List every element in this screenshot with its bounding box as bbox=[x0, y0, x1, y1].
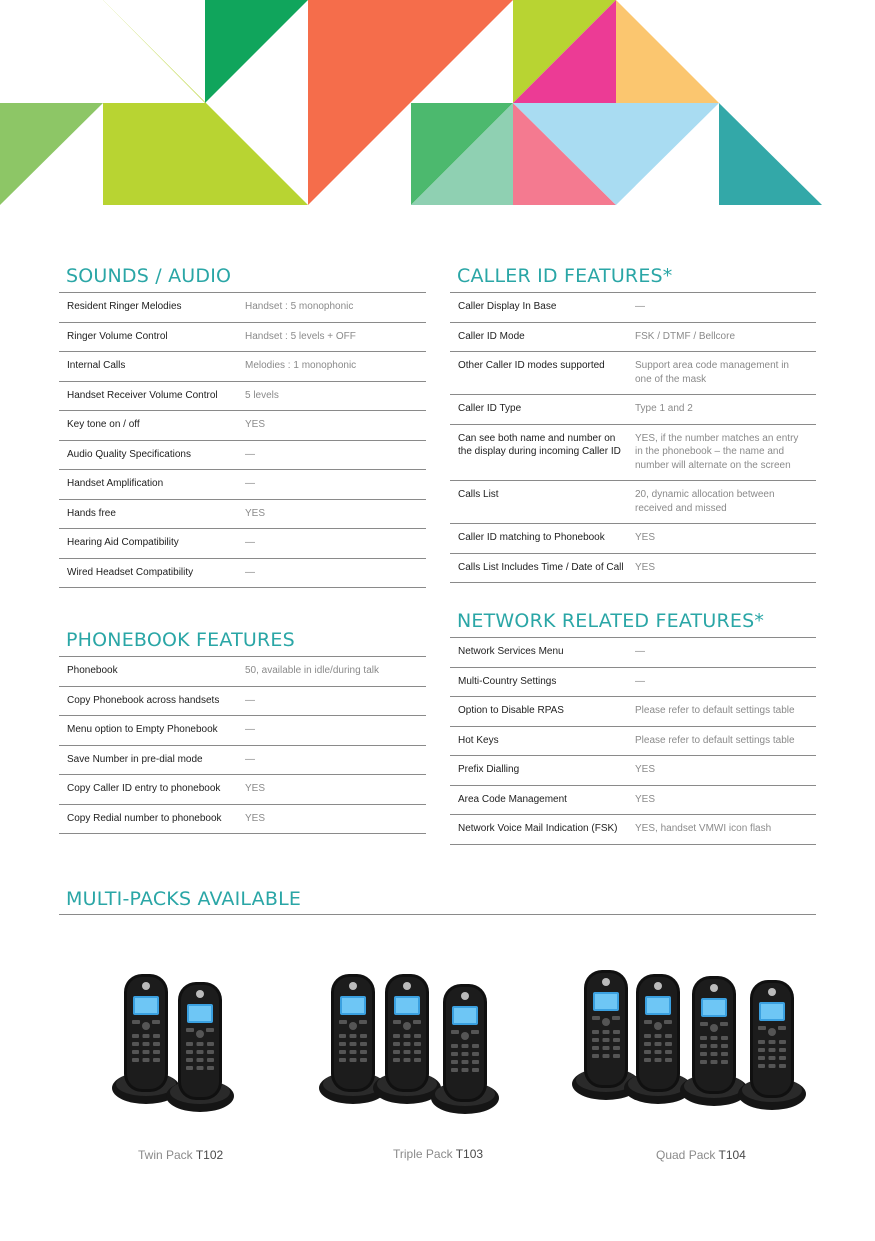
spec-row bbox=[59, 352, 426, 382]
spec-label: Can see both name and number on the display during incoming Caller ID bbox=[450, 424, 633, 481]
spec-row bbox=[59, 775, 426, 805]
spec-value: YES bbox=[633, 553, 816, 583]
spec-label: Audio Quality Specifications bbox=[59, 440, 243, 470]
spec-label: Copy Caller ID entry to phonebook bbox=[59, 775, 243, 805]
spec-label: Menu option to Empty Phonebook bbox=[59, 716, 243, 746]
banner-shape bbox=[616, 0, 719, 103]
spec-label: Other Caller ID modes supported bbox=[450, 352, 633, 395]
spec-row bbox=[450, 697, 816, 727]
spec-row bbox=[59, 322, 426, 352]
spec-row bbox=[59, 293, 426, 323]
spec-value: YES, handset VMWI icon flash bbox=[633, 815, 816, 845]
twin-pack-name: Twin Pack bbox=[138, 1148, 193, 1162]
banner-shape bbox=[0, 103, 103, 205]
spec-row bbox=[450, 524, 816, 554]
twin-pack-caption bbox=[138, 1148, 223, 1162]
spec-label: Hands free bbox=[59, 499, 243, 529]
multipacks-title: MULTI-PACKS AVAILABLE bbox=[66, 888, 302, 910]
twin-pack-image bbox=[100, 970, 250, 1120]
spec-value: — bbox=[633, 293, 816, 323]
spec-label: Hearing Aid Compatibility bbox=[59, 529, 243, 559]
banner-shape bbox=[205, 0, 308, 103]
spec-label: Wired Headset Compatibility bbox=[59, 558, 243, 588]
spec-value: — bbox=[243, 686, 426, 716]
spec-label: Hot Keys bbox=[450, 726, 633, 756]
spec-value: — bbox=[243, 440, 426, 470]
spec-row bbox=[59, 440, 426, 470]
spec-label: Multi-Country Settings bbox=[450, 667, 633, 697]
spec-label: Phonebook bbox=[59, 657, 243, 687]
twin-pack-model: T102 bbox=[195, 1148, 224, 1162]
quad-pack-image bbox=[568, 968, 823, 1120]
spec-label: Handset Receiver Volume Control bbox=[59, 381, 243, 411]
spec-label: Area Code Management bbox=[450, 785, 633, 815]
spec-label: Key tone on / off bbox=[59, 411, 243, 441]
network-table bbox=[450, 637, 816, 845]
spec-row bbox=[450, 756, 816, 786]
spec-value: 5 levels bbox=[243, 381, 426, 411]
multipacks-divider bbox=[59, 914, 816, 915]
spec-label: Ringer Volume Control bbox=[59, 322, 243, 352]
spec-label: Option to Disable RPAS bbox=[450, 697, 633, 727]
network-title: NETWORK RELATED FEATURES* bbox=[457, 610, 765, 632]
spec-row bbox=[59, 411, 426, 441]
spec-row bbox=[59, 529, 426, 559]
spec-value: — bbox=[243, 745, 426, 775]
spec-label: Copy Phonebook across handsets bbox=[59, 686, 243, 716]
spec-row bbox=[59, 499, 426, 529]
sounds-audio-title: SOUNDS / AUDIO bbox=[66, 265, 232, 287]
spec-row bbox=[450, 395, 816, 425]
spec-row bbox=[59, 686, 426, 716]
spec-value: FSK / DTMF / Bellcore bbox=[633, 322, 816, 352]
spec-row bbox=[450, 424, 816, 481]
spec-label: Caller ID matching to Phonebook bbox=[450, 524, 633, 554]
spec-label: Network Voice Mail Indication (FSK) bbox=[450, 815, 633, 845]
spec-row bbox=[59, 716, 426, 746]
spec-value: — bbox=[243, 716, 426, 746]
caller-id-table bbox=[450, 292, 816, 583]
spec-value: — bbox=[633, 667, 816, 697]
spec-label: Internal Calls bbox=[59, 352, 243, 382]
spec-label: Caller ID Mode bbox=[450, 322, 633, 352]
spec-row bbox=[450, 481, 816, 524]
spec-value: Handset : 5 monophonic bbox=[243, 293, 426, 323]
spec-value: — bbox=[633, 638, 816, 668]
triple-pack-model: T103 bbox=[455, 1147, 484, 1161]
spec-label: Save Number in pre-dial mode bbox=[59, 745, 243, 775]
spec-row bbox=[450, 726, 816, 756]
quad-pack-name: Quad Pack bbox=[656, 1148, 716, 1162]
spec-label: Copy Redial number to phonebook bbox=[59, 804, 243, 834]
spec-value: YES bbox=[243, 775, 426, 805]
spec-row bbox=[59, 804, 426, 834]
spec-label: Calls List Includes Time / Date of Call bbox=[450, 553, 633, 583]
spec-value: Please refer to default settings table bbox=[633, 726, 816, 756]
spec-row bbox=[59, 381, 426, 411]
banner-shape bbox=[616, 103, 719, 205]
spec-value: Please refer to default settings table bbox=[633, 697, 816, 727]
spec-label: Caller ID Type bbox=[450, 395, 633, 425]
triple-pack-name: Triple Pack bbox=[393, 1147, 453, 1161]
spec-value: Type 1 and 2 bbox=[633, 395, 816, 425]
spec-row bbox=[450, 352, 816, 395]
geometric-banner bbox=[0, 0, 875, 210]
caller-id-title: CALLER ID FEATURES* bbox=[457, 265, 673, 287]
spec-label: Prefix Dialling bbox=[450, 756, 633, 786]
quad-pack-caption bbox=[656, 1148, 746, 1162]
triple-pack-image bbox=[315, 970, 525, 1120]
spec-label: Caller Display In Base bbox=[450, 293, 633, 323]
spec-row bbox=[450, 785, 816, 815]
spec-value: — bbox=[243, 529, 426, 559]
spec-row bbox=[450, 667, 816, 697]
spec-value: Melodies : 1 monophonic bbox=[243, 352, 426, 382]
spec-value: YES bbox=[243, 411, 426, 441]
spec-value: — bbox=[243, 558, 426, 588]
spec-row bbox=[59, 558, 426, 588]
spec-value: YES, if the number matches an entry in the phonebook – the name and number will alternate on the screen bbox=[633, 424, 816, 481]
spec-value: 20, dynamic allocation between received and missed bbox=[633, 481, 816, 524]
spec-row bbox=[450, 638, 816, 668]
spec-value: YES bbox=[633, 756, 816, 786]
spec-label: Handset Amplification bbox=[59, 470, 243, 500]
spec-row bbox=[450, 293, 816, 323]
spec-row bbox=[450, 553, 816, 583]
spec-label: Resident Ringer Melodies bbox=[59, 293, 243, 323]
spec-label: Network Services Menu bbox=[450, 638, 633, 668]
spec-row bbox=[59, 470, 426, 500]
spec-value: YES bbox=[243, 499, 426, 529]
triple-pack-caption bbox=[393, 1147, 483, 1161]
spec-row bbox=[450, 815, 816, 845]
spec-value: YES bbox=[243, 804, 426, 834]
spec-value: Support area code management in one of the mask bbox=[633, 352, 816, 395]
phonebook-title: PHONEBOOK FEATURES bbox=[66, 629, 295, 651]
spec-row bbox=[59, 745, 426, 775]
sounds-audio-table bbox=[59, 292, 426, 588]
banner-shape bbox=[719, 103, 822, 205]
spec-value: YES bbox=[633, 524, 816, 554]
spec-label: Calls List bbox=[450, 481, 633, 524]
spec-value: — bbox=[243, 470, 426, 500]
spec-row bbox=[59, 657, 426, 687]
phonebook-table bbox=[59, 656, 426, 834]
spec-value: YES bbox=[633, 785, 816, 815]
spec-value: 50, available in idle/during talk bbox=[243, 657, 426, 687]
spec-value: Handset : 5 levels + OFF bbox=[243, 322, 426, 352]
quad-pack-model: T104 bbox=[718, 1148, 746, 1162]
spec-row bbox=[450, 322, 816, 352]
